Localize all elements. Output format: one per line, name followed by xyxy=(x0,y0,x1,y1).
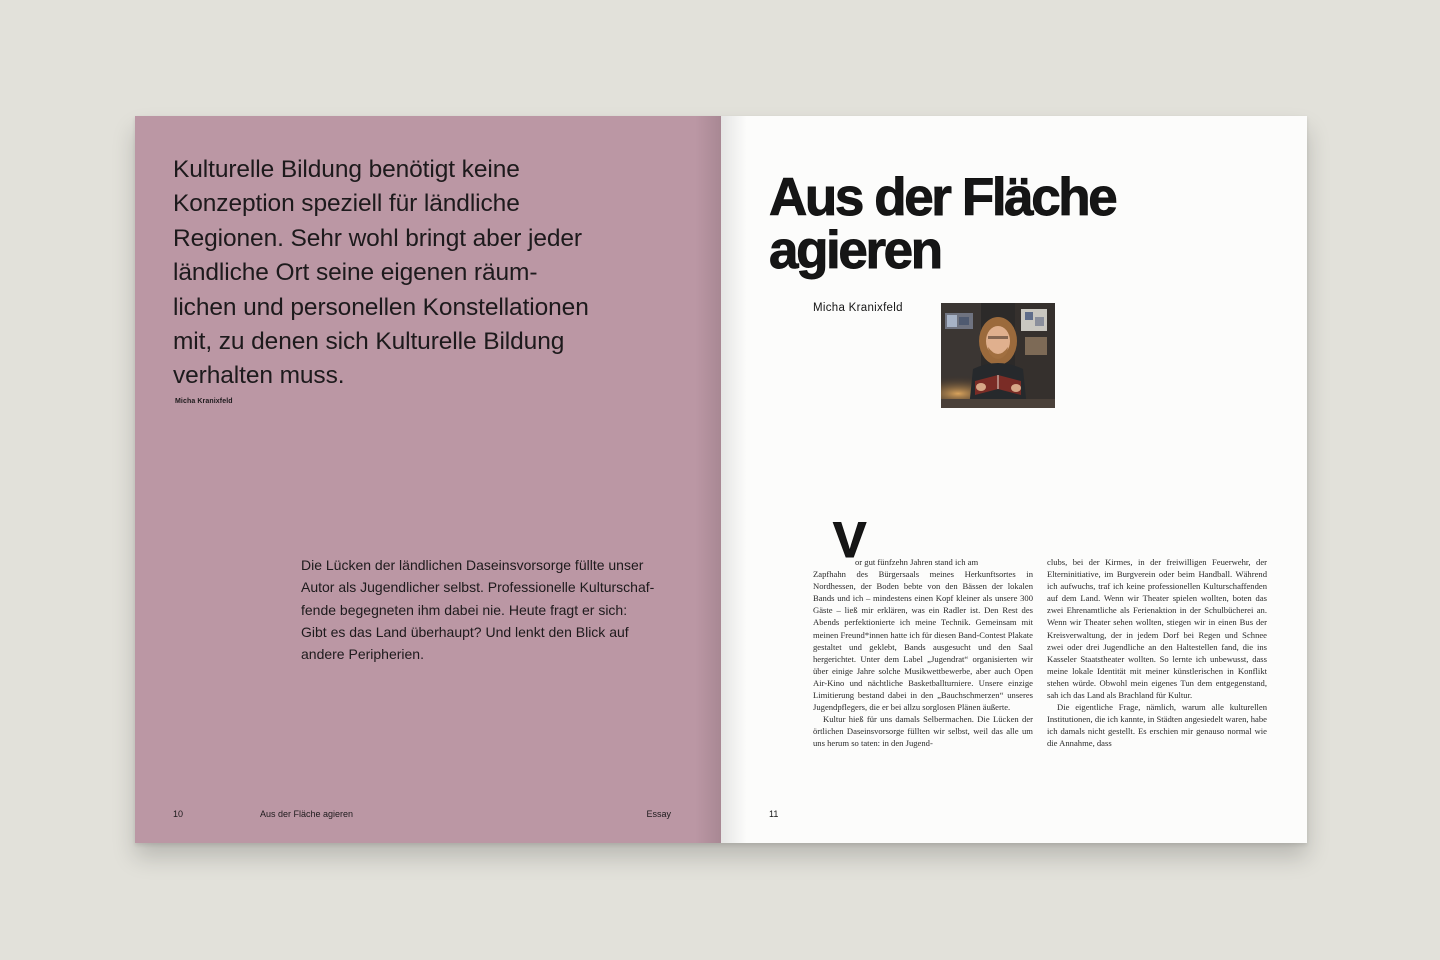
pull-quote-line: mit, zu denen sich Kulturelle Bildung xyxy=(173,328,565,356)
body-paragraph: Kultur hieß für uns damals Selbermachen. Die Lücken der örtlichen Daseinsvorsorge füllten wir selbst, weil das alle um uns herum so taten: in den Jugend- xyxy=(813,714,1033,749)
pull-quote-line: Regionen. Sehr wohl bringt aber jeder xyxy=(173,224,582,252)
page-number-left: 10 xyxy=(173,809,184,819)
right-page xyxy=(721,116,1307,843)
pull-quote-line: ländliche Ort seine eigenen räum- xyxy=(173,259,538,287)
body-column-2 xyxy=(1047,556,1267,750)
intro-line: Autor als Jugendlicher selbst. Professionelle Kulturschaf- xyxy=(301,579,655,596)
pull-quote xyxy=(173,153,693,394)
first-line: or gut fünfzehn Jahren stand ich am xyxy=(855,557,979,567)
body-column-1 xyxy=(813,556,1033,750)
pull-quote-line: verhalten muss. xyxy=(173,362,345,390)
headline-line: Aus der Fläche xyxy=(769,168,1116,227)
body-paragraph: clubs, bei der Kirmes, in der freiwilligen Feuerwehr, der Elterninitiative, im Burgverein oder beim Handball. Während ich aufwuchs, traf ich keine professionellen Kulturschaffenden auf dem Land. Wenn wir Theater spielen wollten, boten das zwei Ehrenamtliche als Ferienaktion in der Schulbücherei an. Wenn wir Theater sehen wollten, stiegen wir in einen Bus der Kreisverwaltung, der in jedem Dorf bei Regen und Schnee zwei oder drei Jugendliche an den Haltestellen fand, die ins Kasseler Staatstheater wollten. So lernte ich unbewusst, dass meine lokale Identität mit meiner künstlerischen in Konflikt stehen würde. Obwohl mein eigenes Tun dem entgegenstand, sah ich das Land als Brachland für Kultur. xyxy=(1047,557,1267,701)
quote-author: Micha Kranixfeld xyxy=(175,398,233,405)
author-byline: Micha Kranixfeld xyxy=(813,302,903,314)
intro-line: Die Lücken der ländlichen Daseinsvorsorge füllte unser xyxy=(301,557,644,573)
running-title: Aus der Fläche agieren xyxy=(260,809,354,819)
pull-quote-line: Kulturelle Bildung benötigt keine xyxy=(173,156,520,183)
headline-line: agieren xyxy=(769,221,941,280)
page-number-right: 11 xyxy=(769,809,779,819)
article-headline xyxy=(769,168,1289,280)
intro-teaser xyxy=(301,554,671,665)
intro-line: fende begegneten ihm dabei nie. Heute fragt er sich: xyxy=(301,601,628,618)
drop-cap: V xyxy=(833,512,865,568)
intro-line: andere Peripherien. xyxy=(301,646,424,663)
body-paragraph: Die eigentliche Frage, nämlich, warum alle kulturellen Institutionen, die ich kannte, in Städten angesiedelt waren, habe ich damals nicht gestellt. Es erschien mir genauso normal wie die Annahme, dass xyxy=(1047,702,1267,749)
section-label: Essay xyxy=(646,809,671,819)
paragraph-text: Zapfhahn des Bürgersaals meines Herkunftsortes in Nordhessen, der Boden bebte von den Bässen der lokalen Bands und ich – mindestens einen Kopf kleiner als unsere 300 Gäste – ließ mir erklären, was ein Radler ist. Den Rest des Abends perfektionierte ich meine Technik. Gemeinsam mit meinen Freund*innen hatte ich für diesen Band-Contest Plakate gestaltet und geklebt, Bands ausgesucht und den Saal hergerichtet. Unter dem Label „Jugendrat“ organisierten wir über einige Jahre solche Musikwettbewerbe, aber auch Open Air-Kino und nächtliche Basketballturniere. Unsere einzige Limitierung bestand dabei in den „Bauchschmerzen“ unseres Jugendpflegers, die er bei allzu sorglosen Plänen äußerte. xyxy=(813,569,1033,713)
magazine-spread xyxy=(135,116,1307,843)
body-paragraph xyxy=(813,556,1033,713)
pull-quote-line: lichen und personellen Konstellationen xyxy=(173,293,589,321)
author-portrait xyxy=(941,303,1055,408)
intro-line: Gibt es das Land überhaupt? Und lenkt den Blick auf xyxy=(301,623,629,640)
left-page xyxy=(135,116,721,843)
pull-quote-line: Konzeption speziell für ländliche xyxy=(173,190,520,218)
